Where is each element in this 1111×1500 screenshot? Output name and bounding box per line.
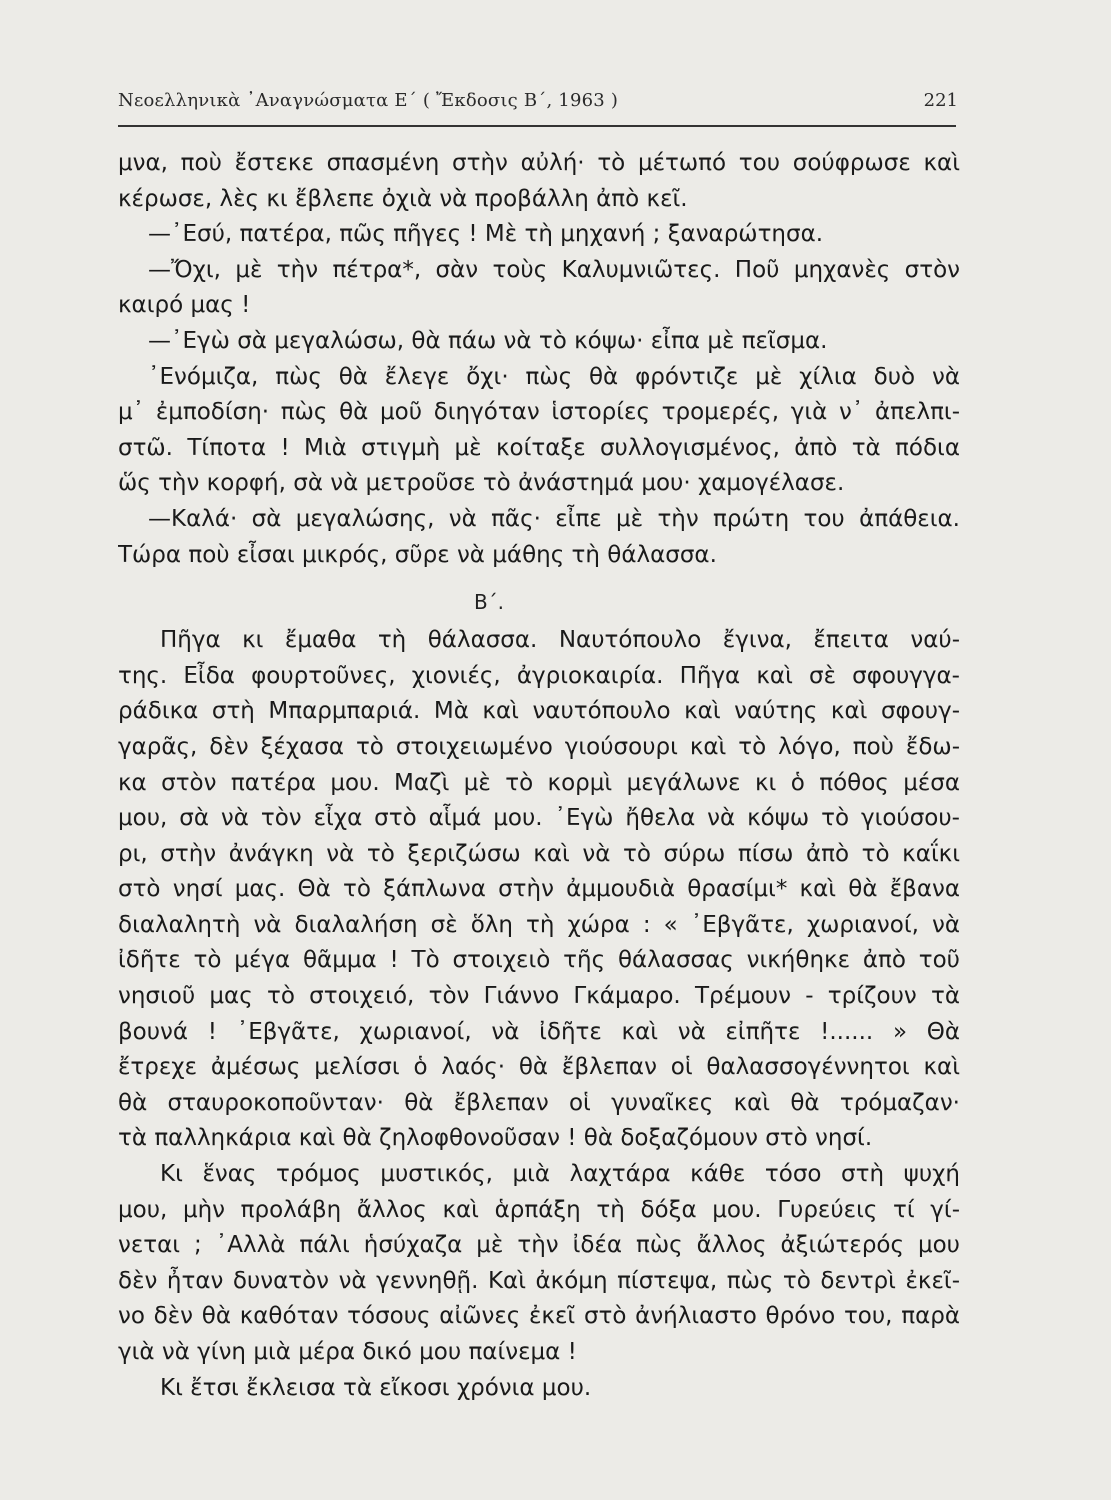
- text-line: γαρᾶς, δὲν ξέχασα τὸ στοιχειωμένο γιούσουρι καὶ τὸ λόγο, ποὺ ἔδω-: [118, 733, 960, 760]
- text-line: ράδικα στὴ Μπαρμπαριά. Μὰ καὶ ναυτόπουλο καὶ ναύτης καὶ σφουγ-: [118, 698, 960, 725]
- text-line: νο δὲν θὰ καθόταν τόσους αἰῶνες ἐκεῖ στὸ ἀνήλιαστο θρόνο του, παρὰ: [118, 1303, 960, 1330]
- text-line: Κι ἔτσι ἔκλεισα τὰ εἴκοσι χρόνια μου.: [160, 1374, 592, 1401]
- text-line: νεται ; ᾿Αλλὰ πάλι ἡσύχαζα μὲ τὴν ἰδέα πὼς ἄλλος ἀξιώτερός μου: [118, 1232, 960, 1259]
- text-line: τὰ παλληκάρια καὶ θὰ ζηλοφθονοῦσαν ! θὰ δοξαζόμουν στὸ νησί.: [118, 1125, 873, 1152]
- text-line: —᾿Εγὼ σὰ μεγαλώσω, θὰ πάω νὰ τὸ κόψω· εἶπα μὲ πεῖσμα.: [148, 327, 828, 354]
- text-line: θὰ σταυροκοποῦνταν· θὰ ἔβλεπαν οἱ γυναῖκες καὶ θὰ τρόμαζαν·: [118, 1089, 960, 1116]
- text-line: κέρωσε, λὲς κι ἔβλεπε ὀχιὰ νὰ προβάλλη ἀπὸ κεῖ.: [118, 185, 688, 212]
- running-header: [118, 88, 958, 122]
- text-line: νησιοῦ μας τὸ στοιχειό, τὸν Γιάννο Γκάμαρο. Τρέμουν - τρίζουν τὰ: [118, 983, 960, 1010]
- text-line: μ᾿ ἐμποδίση· πὼς θὰ μοῦ διηγόταν ἱστορίες τρομερές, γιὰ ν᾿ ἀπελπι-: [118, 399, 960, 426]
- text-part-2: [118, 623, 960, 1406]
- text-line: —Καλά· σὰ μεγαλώσης, νὰ πᾶς· εἶπε μὲ τὴν πρώτη του ἀπάθεια.: [148, 505, 960, 532]
- text-line: βουνά ! ᾿Εβγᾶτε, χωριανοί, νὰ ἰδῆτε καὶ νὰ εἰπῆτε !...... » Θὰ: [118, 1018, 960, 1045]
- text-line: στὸ νησί μας. Θὰ τὸ ξάπλωνα στὴν ἀμμουδιὰ θρασίμι* καὶ θὰ ἔβανα: [118, 876, 960, 903]
- text-line: ἰδῆτε τὸ μέγα θᾶμμα ! Τὸ στοιχειὸ τῆς θάλασσας νικήθηκε ἀπὸ τοῦ: [118, 947, 960, 974]
- page-number: 221: [923, 90, 958, 111]
- text-line: Πῆγα κι ἔμαθα τὴ θάλασσα. Ναυτόπουλο ἔγινα, ἔπειτα ναύ-: [160, 627, 960, 654]
- text-line: μου, σὰ νὰ τὸν εἶχα στὸ αἷμά μου. ᾿Εγὼ ἤθελα νὰ κόψω τὸ γιούσου-: [118, 805, 960, 832]
- section-heading: Β΄.: [473, 590, 505, 615]
- book-title: Νεοελληνικὰ ᾿Αναγνώσματα Ε΄ ( Ἔκδοσις Β΄, 1963 ): [118, 90, 619, 111]
- text-line: —Ὄχι, μὲ τὴν πέτρα*, σὰν τοὺς Καλυμνιῶτες. Ποῦ μηχανὲς στὸν: [148, 256, 960, 283]
- text-line: μνα, ποὺ ἔστεκε σπασμένη στὴν αὐλή· τὸ μέτωπό του σούφρωσε καὶ: [118, 150, 960, 176]
- text-line: ἔτρεχε ἀμέσως μελίσσι ὁ λαός· θὰ ἔβλεπαν οἱ θαλασσογέννητοι καὶ: [118, 1054, 960, 1081]
- text-line: κα στὸν πατέρα μου. Μαζὶ μὲ τὸ κορμὶ μεγάλωνε κι ὁ πόθος μέσα: [118, 769, 960, 796]
- text-line: —᾿Εσύ, πατέρα, πῶς πῆγες ! Μὲ τὴ μηχανή ; ξαναρώτησα.: [148, 221, 824, 248]
- text-line: ᾿Ενόμιζα, πὼς θὰ ἔλεγε ὄχι· πὼς θὰ φρόντιζε μὲ χίλια δυὸ νὰ: [148, 363, 960, 390]
- text-line: μου, μὴν προλάβη ἄλλος καὶ ἁρπάξη τὴ δόξα μου. Γυρεύεις τί γί-: [118, 1196, 960, 1223]
- header-rule: [118, 125, 956, 127]
- text-part-1: [118, 146, 960, 573]
- text-line: διαλαλητὴ νὰ διαλαλήση σὲ ὅλη τὴ χώρα : « ᾿Εβγᾶτε, χωριανοί, νὰ: [118, 911, 960, 938]
- text-line: Τώρα ποὺ εἶσαι μικρός, σῦρε νὰ μάθης τὴ θάλασσα.: [118, 541, 717, 568]
- text-line: στῶ. Τίποτα ! Μιὰ στιγμὴ μὲ κοίταξε συλλογισμένος, ἀπὸ τὰ πόδια: [118, 434, 960, 461]
- text-line: γιὰ νὰ γίνη μιὰ μέρα δικό μου παίνεμα !: [118, 1339, 577, 1365]
- body-text: [118, 146, 960, 1406]
- text-line: Κι ἕνας τρόμος μυστικός, μιὰ λαχτάρα κάθε τόσο στὴ ψυχή: [160, 1161, 960, 1188]
- text-line: καιρό μας !: [118, 292, 251, 319]
- text-line: δὲν ἦταν δυνατὸν νὰ γεννηθῇ. Καὶ ἀκόμη πίστεψα, πὼς τὸ δεντρὶ ἐκεῖ-: [118, 1267, 960, 1294]
- text-line: ὥς τὴν κορφή, σὰ νὰ μετροῦσε τὸ ἀνάστημά μου· χαμογέλασε.: [118, 470, 845, 497]
- text-line: της. Εἶδα φουρτοῦνες, χιονιές, ἀγριοκαιρία. Πῆγα καὶ σὲ σφουγγα-: [118, 662, 960, 689]
- text-line: ρι, στὴν ἀνάγκη νὰ τὸ ξεριζώσω καὶ νὰ τὸ σύρω πίσω ἀπὸ τὸ καΐκι: [118, 840, 960, 867]
